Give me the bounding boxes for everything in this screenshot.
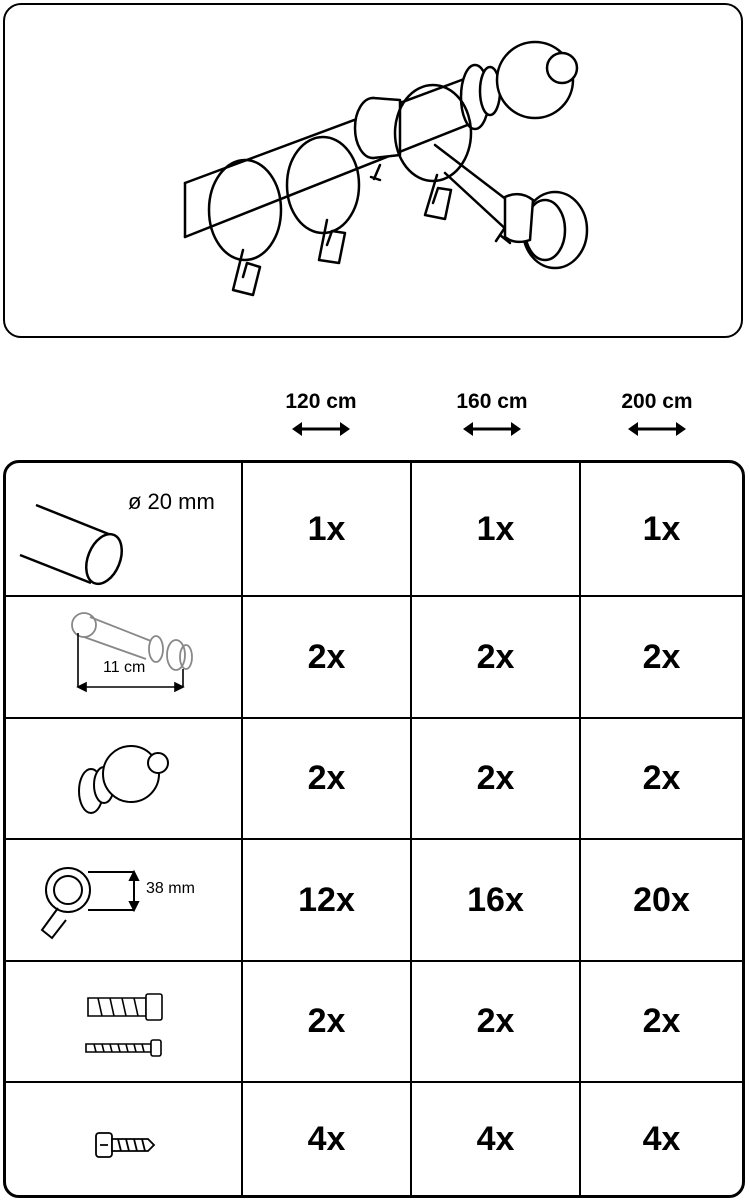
rod-diameter-label: ø 20 mm [128,489,215,514]
quantity: 2x [476,1002,515,1040]
quantity: 2x [642,1002,681,1040]
qty-cell [581,597,742,717]
qty-cell [243,1083,412,1195]
qty-cell [412,463,581,595]
quantity: 1x [476,509,515,548]
ring-size-label: 38 mm [146,880,195,897]
quantity: 1x [642,509,681,548]
item-cell [6,962,243,1081]
qty-cell [412,1083,581,1195]
qty-cell [243,597,412,717]
column-header-200 [582,390,732,438]
qty-cell [243,463,412,595]
double-arrow-icon [461,420,523,438]
double-arrow-icon [626,420,688,438]
qty-cell [581,463,742,595]
quantity: 2x [307,637,346,676]
rod-icon [6,463,243,597]
table-row [6,719,742,840]
item-cell [6,1083,243,1195]
quantity: 2x [642,759,681,797]
length-label: 120 cm [285,390,357,413]
qty-cell [581,840,742,960]
qty-cell [412,719,581,838]
curtain-rod-illustration [5,5,745,340]
qty-cell [243,719,412,838]
qty-cell [412,597,581,717]
anchor-screw-icon [6,962,243,1083]
item-cell [6,597,243,717]
product-illustration-frame [3,3,743,338]
column-header-120 [246,390,396,438]
quantity: 2x [307,1002,346,1040]
qty-cell [581,1083,742,1195]
item-cell [6,463,243,595]
set-screw-icon [6,1083,243,1195]
item-cell [6,719,243,838]
quantity: 4x [307,1119,346,1158]
column-header-160 [417,390,567,438]
ring-icon [6,840,243,962]
length-label: 160 cm [456,390,528,413]
qty-cell [581,719,742,838]
quantity: 12x [298,880,355,919]
table-row [6,1083,742,1195]
finial-icon [6,719,243,840]
quantity: 16x [467,880,524,919]
qty-cell [243,840,412,960]
double-arrow-icon [290,420,352,438]
item-cell [6,840,243,960]
length-label: 200 cm [621,390,693,413]
quantity: 20x [633,880,690,919]
quantity: 4x [476,1119,515,1158]
table-row [6,597,742,719]
wall-bracket-icon [6,597,243,719]
quantity: 2x [307,759,346,797]
table-row [6,840,742,962]
quantity: 2x [476,759,515,797]
qty-cell [412,962,581,1081]
table-row [6,962,742,1083]
qty-cell [412,840,581,960]
table-row [6,463,742,597]
quantity: 4x [642,1119,681,1158]
parts-table [3,460,745,1198]
quantity: 2x [476,637,515,676]
qty-cell [581,962,742,1081]
quantity: 1x [307,509,346,548]
bracket-length-label: 11 cm [103,659,146,676]
qty-cell [243,962,412,1081]
quantity: 2x [642,637,681,676]
